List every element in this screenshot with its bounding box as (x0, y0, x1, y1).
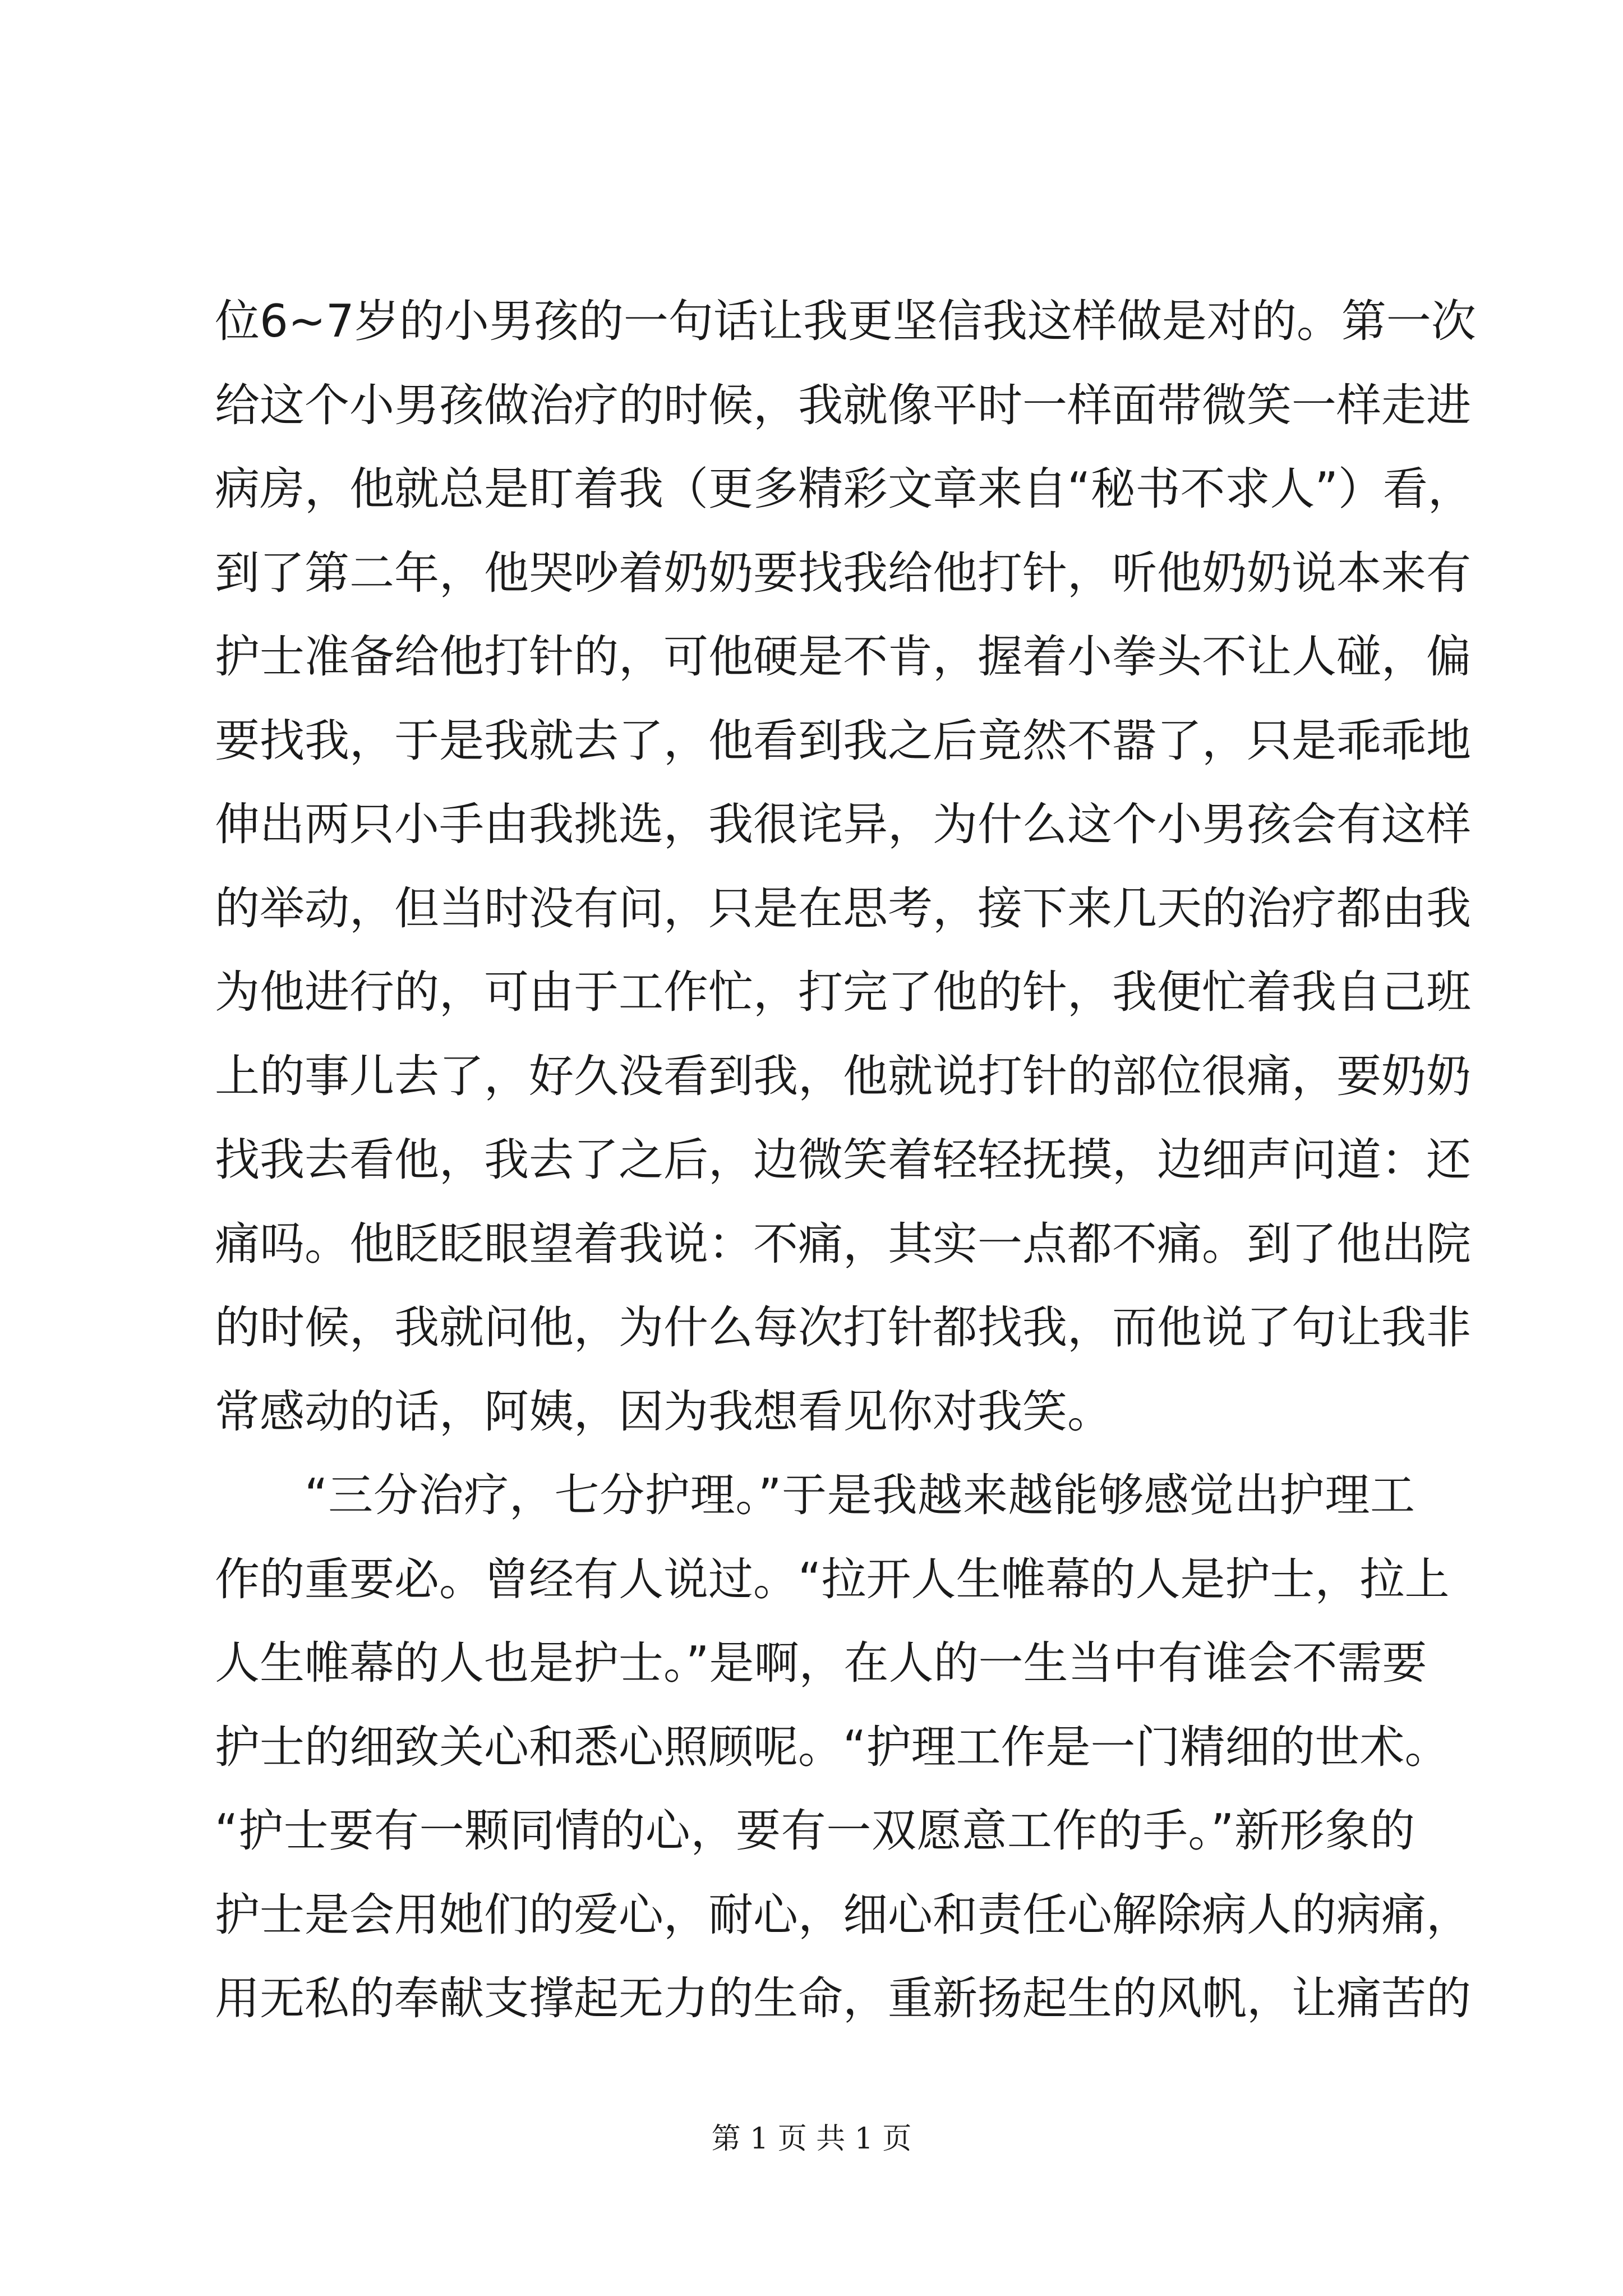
text-line: “护士要有一颗同情的心，要有一双愿意工作的手。”新形象的 (215, 1805, 1415, 1857)
text-line: 用无私的奉献支撑起无力的生命，重新扬起生的风帆，让痛苦的 (215, 1972, 1471, 2024)
text-line: 护士是会用她们的爱心，耐心，细心和责任心解除病人的病痛， (215, 1888, 1471, 1941)
text-line: 常感动的话，阿姨，因为我想看见你对我笑。 (215, 1385, 1112, 1438)
text-line: 伸出两只小手由我挑选，我很诧异，为什么这个小男孩会有这样 (215, 798, 1471, 850)
text-line: “三分治疗，七分护理。”于是我越来越能够感觉出护理工 (305, 1469, 1415, 1521)
text-line: 人生帷幕的人也是护士。”是啊，在人的一生当中有谁会不需要 (215, 1637, 1427, 1689)
text-line: 找我去看他，我去了之后，边微笑着轻轻抚摸，边细声问道：还 (215, 1134, 1471, 1186)
text-line: 的时候，我就问他，为什么每次打针都找我，而他说了句让我非 (215, 1301, 1471, 1354)
page-footer: 第 1 页 共 1 页 (711, 2122, 912, 2156)
text-line: 给这个小男孩做治疗的时候，我就像平时一样面带微笑一样走进 (215, 379, 1471, 431)
body-text (215, 279, 1476, 2041)
text-line: 位6~7岁的小男孩的一句话让我更坚信我这样做是对的。第一次 (215, 295, 1476, 347)
text-line: 病房，他就总是盯着我（更多精彩文章来自“秘书不求人”）看， (215, 463, 1473, 515)
text-line: 痛吗。他眨眨眼望着我说：不痛，其实一点都不痛。到了他出院 (215, 1217, 1471, 1270)
text-line: 的举动，但当时没有问，只是在思考，接下来几天的治疗都由我 (215, 882, 1471, 935)
text-line: 到了第二年，他哭吵着奶奶要找我给他打针，听他奶奶说本来有 (215, 546, 1471, 599)
text-line: 作的重要必。曾经有人说过。“拉开人生帷幕的人是护士，拉上 (215, 1553, 1450, 1605)
text-line: 护士准备给他打针的，可他硬是不肯，握着小拳头不让人碰，偏 (215, 631, 1471, 683)
text-line: 为他进行的，可由于工作忙，打完了他的针，我便忙着我自己班 (215, 966, 1471, 1018)
text-line: 要找我，于是我就去了，他看到我之后竟然不嚣了，只是乖乖地 (215, 714, 1471, 767)
text-line: 护士的细致关心和悉心照顾呢。“护理工作是一门精细的世术。 (215, 1720, 1450, 1773)
text-line: 上的事儿去了，好久没看到我，他就说打针的部位很痛，要奶奶 (215, 1050, 1471, 1102)
